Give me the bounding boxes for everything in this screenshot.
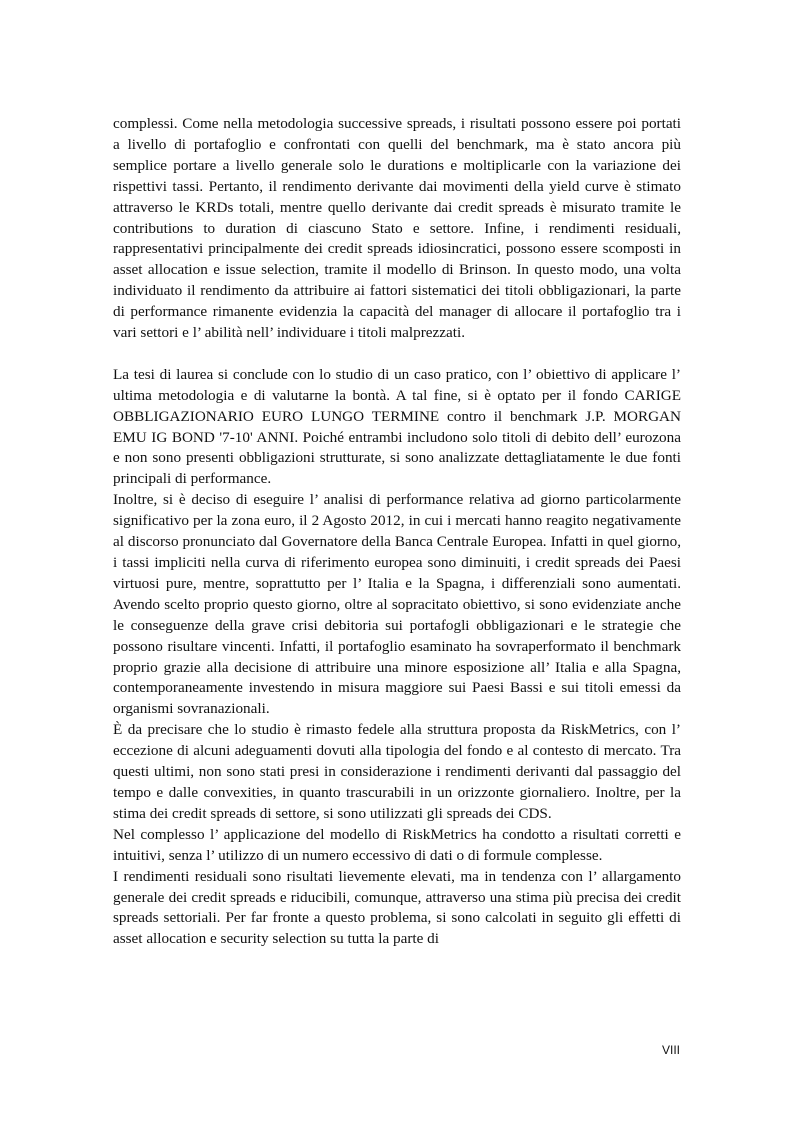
paragraph-3: Inoltre, si è deciso di eseguire l’ analisi di performance relativa ad giorno particolarmente significativo per la zona euro, il 2 Agosto 2012, in cui i mercati hanno reagito negativamente al discorso pronunciato dal Governatore della Banca Centrale Europea. Infatti in quel giorno, i tassi impliciti nella curva di riferimento europea sono diminuiti, i credit spreads dei Paesi virtuosi pure, mentre, soprattutto per l’ Italia e la Spagna, i differenziali sono aumentati. Avendo scelto proprio questo giorno, oltre al sopracitato obiettivo, si sono evidenziate anche le conseguenze della grave crisi debitoria sui portafogli obbligazionari e le strategie che possono risultare vincenti. Infatti, il portafoglio esaminato ha sovraperformato il benchmark proprio grazie alla decisione di attribuire una minore esposizione all’ Italia e alla Spagna, contemporaneamente investendo in misura maggiore sui Paesi Bassi e sui titoli emessi da organismi sovranazionali. (113, 491, 681, 718)
page-number: VIII (661, 1043, 680, 1057)
paragraph-6: I rendimenti residuali sono risultati lievemente elevati, ma in tendenza con l’ allargamento generale dei credit spreads e riducibili, comunque, attraverso una stima più precisa dei credit spreads settoriali. Per far fronte a questo problema, si sono calcolati in seguito gli effetti di asset allocation e security selection su tutta la parte di (113, 867, 681, 948)
paragraph-1: complessi. Come nella metodologia successive spreads, i risultati possono essere poi portati a livello di portafoglio e confrontati con quelli del benchmark, ma è stato ancora più semplice portare a livello generale solo le durations e moltiplicarle con la variazione dei rispettivi tassi. Pertanto, il rendimento derivante dai movimenti della yield curve è stimato attraverso le KRDs totali, mentre quello derivante dai credit spreads è misurato tramite le contributions to duration di ciascuno Stato e settore. Infine, i rendimenti residuali, rappresentativi principalmente dei credit spreads idiosincratici, possono essere scomposti in asset allocation e issue selection, tramite il modello di Brinson. In questo modo, una volta individuato il rendimento da attribuire ai fattori sistematici dei titoli obbligazionari, la parte di performance rimanente evidenzia la capacità del manager di allocare il portafoglio tra i vari settori e l’ abilità nell’ individuare i titoli malprezzati. (113, 115, 681, 342)
paragraph-4: È da precisare che lo studio è rimasto fedele alla struttura proposta da RiskMetrics, con l’ eccezione di alcuni adeguamenti dovuti alla tipologia del fondo e al contesto di mercato. Tra questi ultimi, non sono stati presi in considerazione i rendimenti derivanti dal passaggio del tempo e dalle convexities, in quanto trascurabili in un orizzonte giornaliero. Inoltre, per la stima dei credit spreads di settore, si sono utilizzati gli spreads dei CDS. (113, 721, 681, 822)
paragraph-5: Nel complesso l’ applicazione del modello di RiskMetrics ha condotto a risultati corretti e intuitivi, senza l’ utilizzo di un numero eccessivo di dati o di formule complesse. (113, 825, 681, 864)
paragraph-2: La tesi di laurea si conclude con lo studio di un caso pratico, con l’ obiettivo di applicare l’ ultima metodologia e di valutarne la bontà. A tal fine, si è optato per il fondo CARIGE OBBLIGAZIONARIO EURO LUNGO TERMINE contro il benchmark J.P. MORGAN EMU IG BOND '7-10' ANNI. Poiché entrambi includono solo titoli di debito dell’ eurozona e non sono presenti obbligazioni strutturate, si sono analizzate dettagliatamente le due fonti principali di performance. (113, 365, 681, 488)
body-text (113, 114, 681, 950)
